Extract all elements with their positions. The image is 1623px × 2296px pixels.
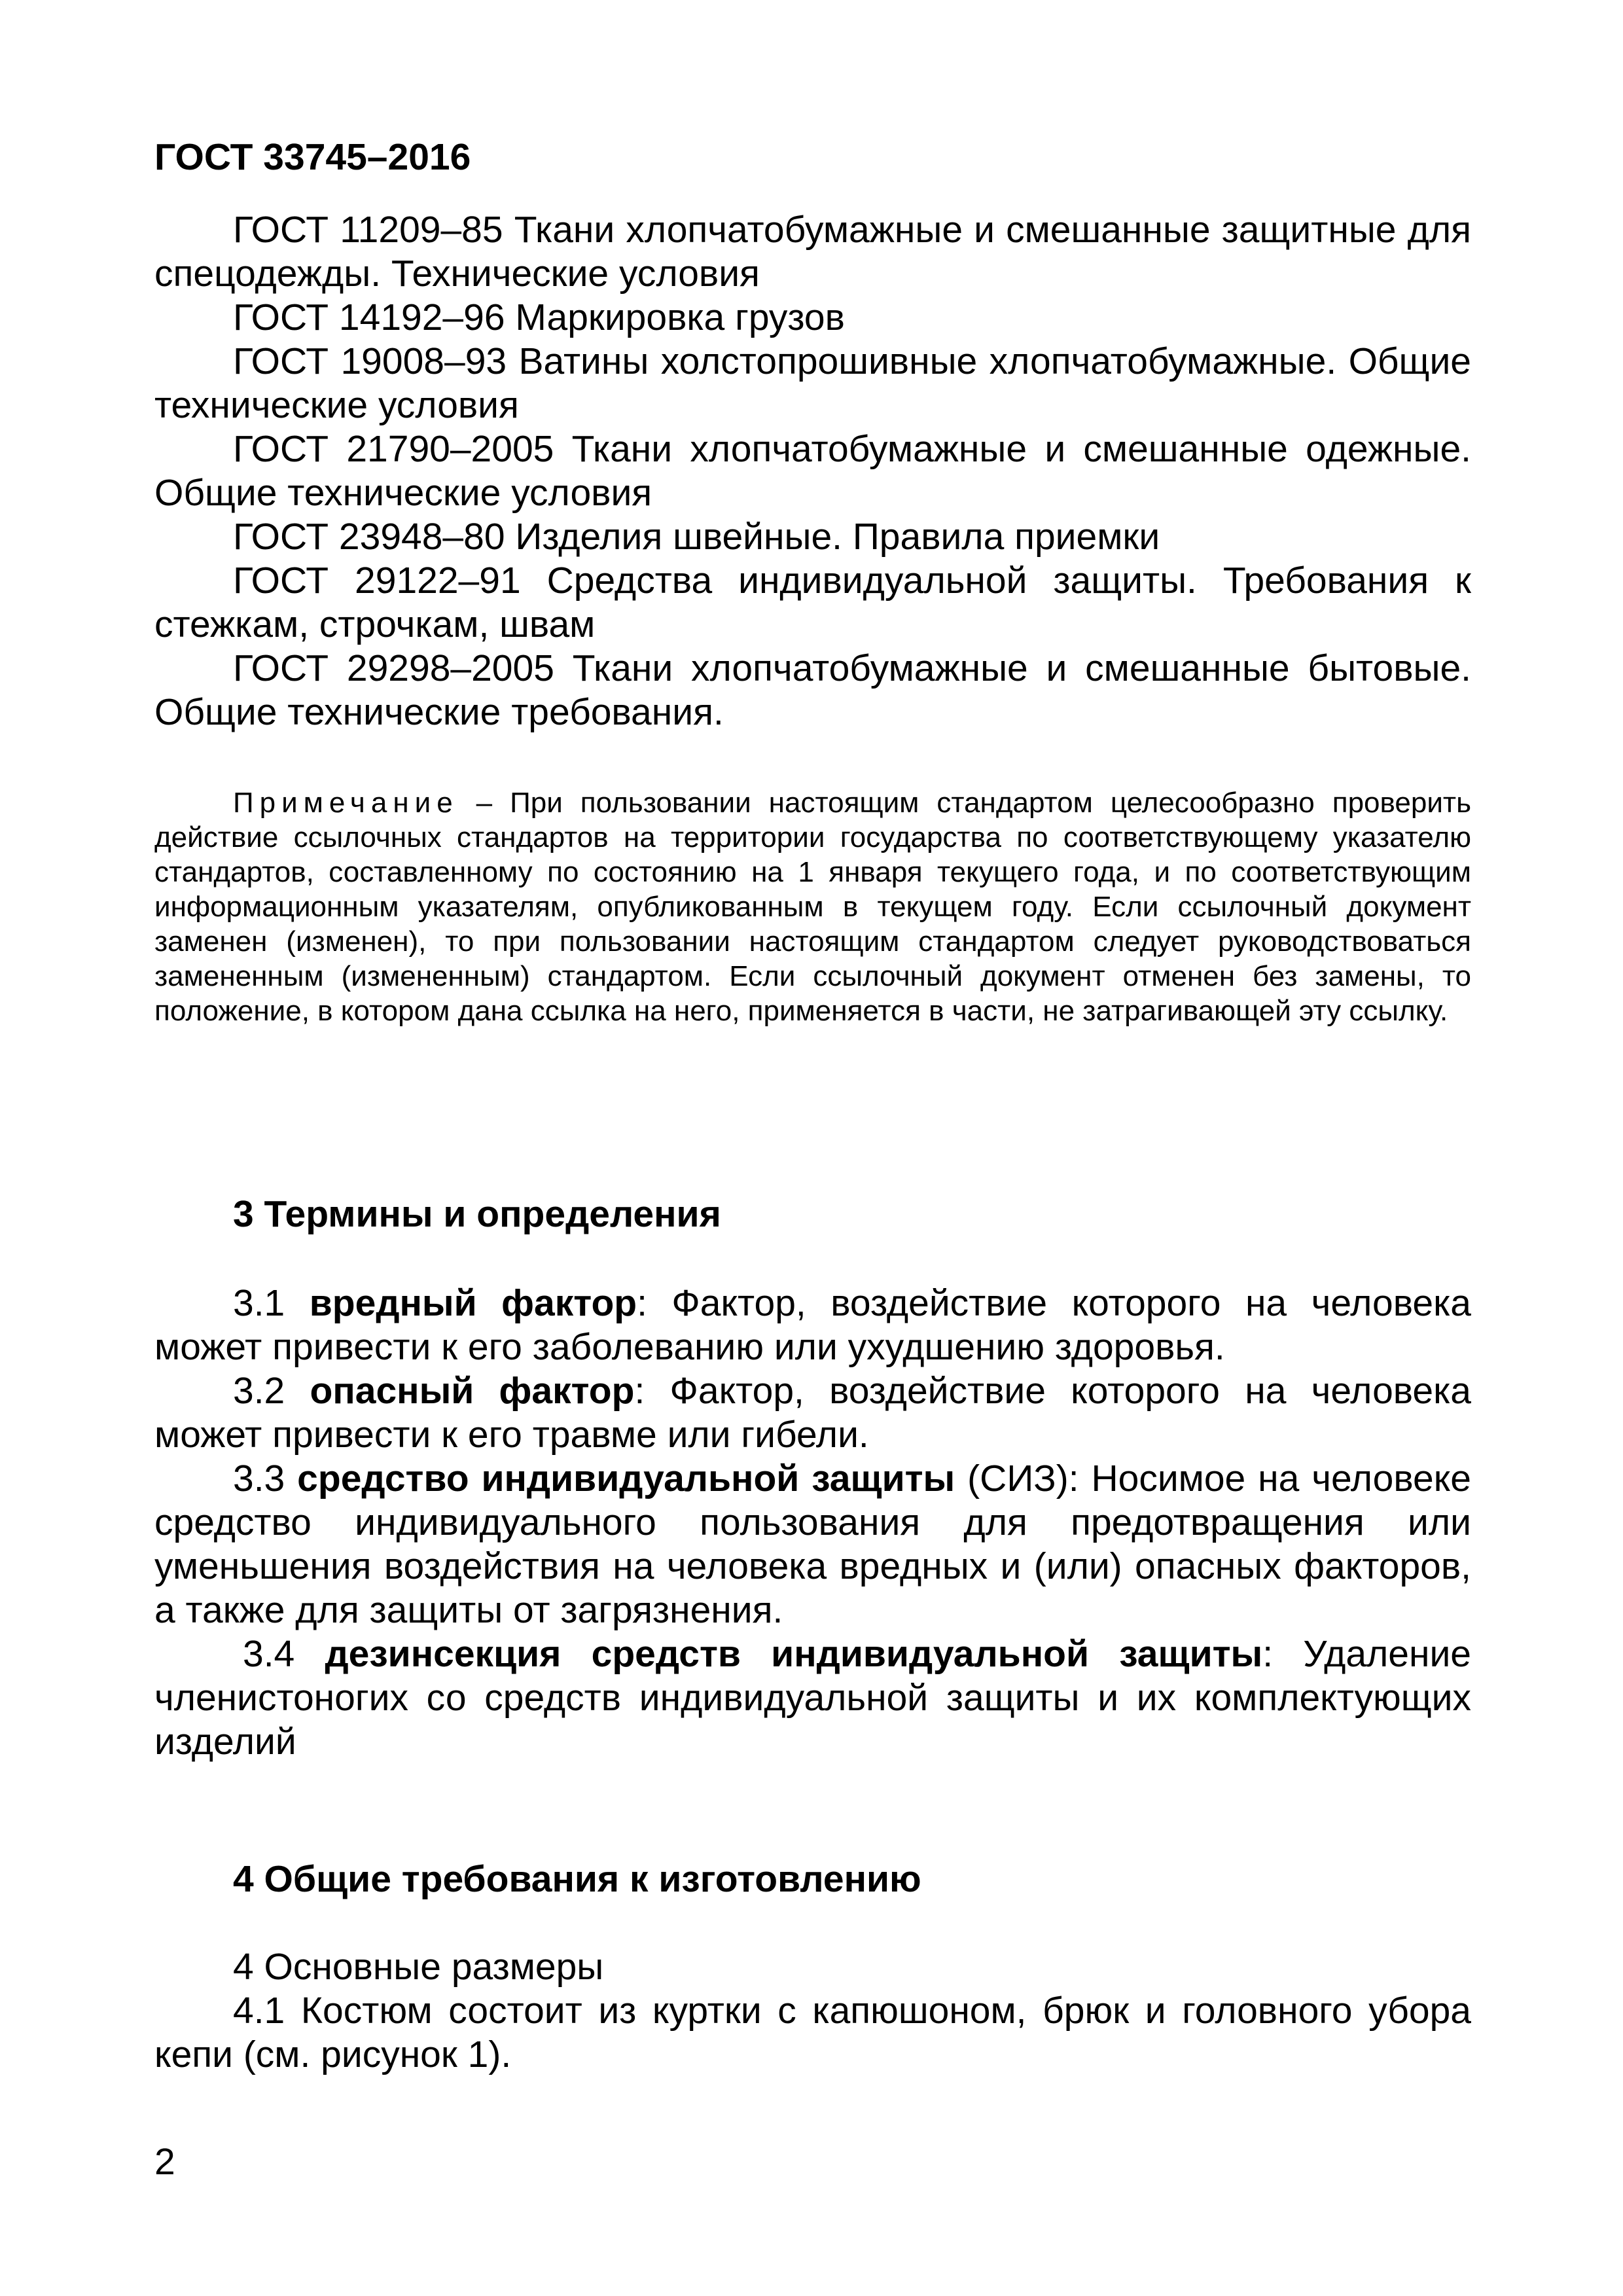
page-number: 2 (154, 2141, 175, 2183)
reference-item: ГОСТ 29298–2005 Ткани хлопчатобумажные и смешанные бытовые. Общие технические требования. (154, 647, 1471, 733)
term-text: : Фактор, воздействие которого на человека может привести к его травме или гибели. (154, 1370, 1472, 1456)
section-paragraph: 4 Основные размеры (233, 1946, 604, 1988)
note-text: – При пользовании настоящим стандартом целесообразно проверить действие ссылочных стандартов на территории государства по соответствующему указателю стандартов, составленному по состоянию на 1 января текущего года, и по соответствующим информационным указателям, опубликованным в текущем году. Если ссылочный документ заменен (изменен), то при пользовании настоящим стандартом следует руководствоваться замененным (измененным) стандартом. Если ссылочный документ отменен без замены, то положение, в котором дана ссылка на него, применяется в части, не затрагивающей эту ссылку. (154, 787, 1471, 1027)
reference-item: ГОСТ 19008–93 Ватины холстопрошивные хлопчатобумажные. Общие технические условия (154, 340, 1471, 426)
term-text: (СИЗ): Носимое на человеке средство индивидуального пользования для предотвращения или уменьшения воздействия на человека вредных и (или) опасных факторов, а также для защиты от загрязнения. (154, 1458, 1472, 1631)
term-text: : Удаление членистоногих со средств индивидуальной защиты и их комплектующих изделий (154, 1633, 1472, 1763)
term-number: 3.1 (233, 1282, 310, 1324)
document-code: ГОСТ 33745–2016 (154, 136, 471, 178)
reference-item: ГОСТ 11209–85 Ткани хлопчатобумажные и смешанные защитные для спецодежды. Технические условия (154, 209, 1471, 295)
section-4-heading: 4 Общие требования к изготовлению (233, 1858, 921, 1900)
normative-references (154, 208, 1471, 734)
reference-item: ГОСТ 29122–91 Средства индивидуальной защиты. Требования к стежкам, строчкам, швам (154, 560, 1471, 645)
term-definition (154, 1457, 1471, 1632)
term-number: 3.3 (233, 1458, 298, 1499)
term-definition (154, 1369, 1471, 1457)
term-name: опасный фактор (310, 1370, 635, 1412)
reference-item: ГОСТ 14192–96 Маркировка грузов (233, 296, 845, 338)
term-definition (154, 1632, 1471, 1764)
section-paragraph: 4.1 Костюм состоит из куртки с капюшоном, брюк и головного убора кепи (см. рисунок 1). (154, 1990, 1471, 2075)
term-text: : Фактор, воздействие которого на человека может привести к его заболеванию или ухудшению здоровья. (154, 1282, 1471, 1368)
term-name: вредный фактор (309, 1282, 637, 1324)
term-name: средство индивидуальной защиты (297, 1458, 955, 1499)
note-paragraph (154, 785, 1471, 1028)
term-number: 3.4 (243, 1633, 325, 1675)
term-number: 3.2 (233, 1370, 310, 1412)
term-name: дезинсекция средств индивидуальной защиты (325, 1633, 1263, 1675)
terms-list (154, 1282, 1471, 1764)
note-label: Примечание (233, 787, 459, 819)
term-definition (154, 1282, 1471, 1369)
reference-item: ГОСТ 23948–80 Изделия швейные. Правила приемки (233, 516, 1160, 558)
reference-item: ГОСТ 21790–2005 Ткани хлопчатобумажные и смешанные одежные. Общие технические условия (154, 428, 1471, 514)
section-4-body (154, 1945, 1471, 2077)
section-3-heading: 3 Термины и определения (233, 1193, 721, 1235)
